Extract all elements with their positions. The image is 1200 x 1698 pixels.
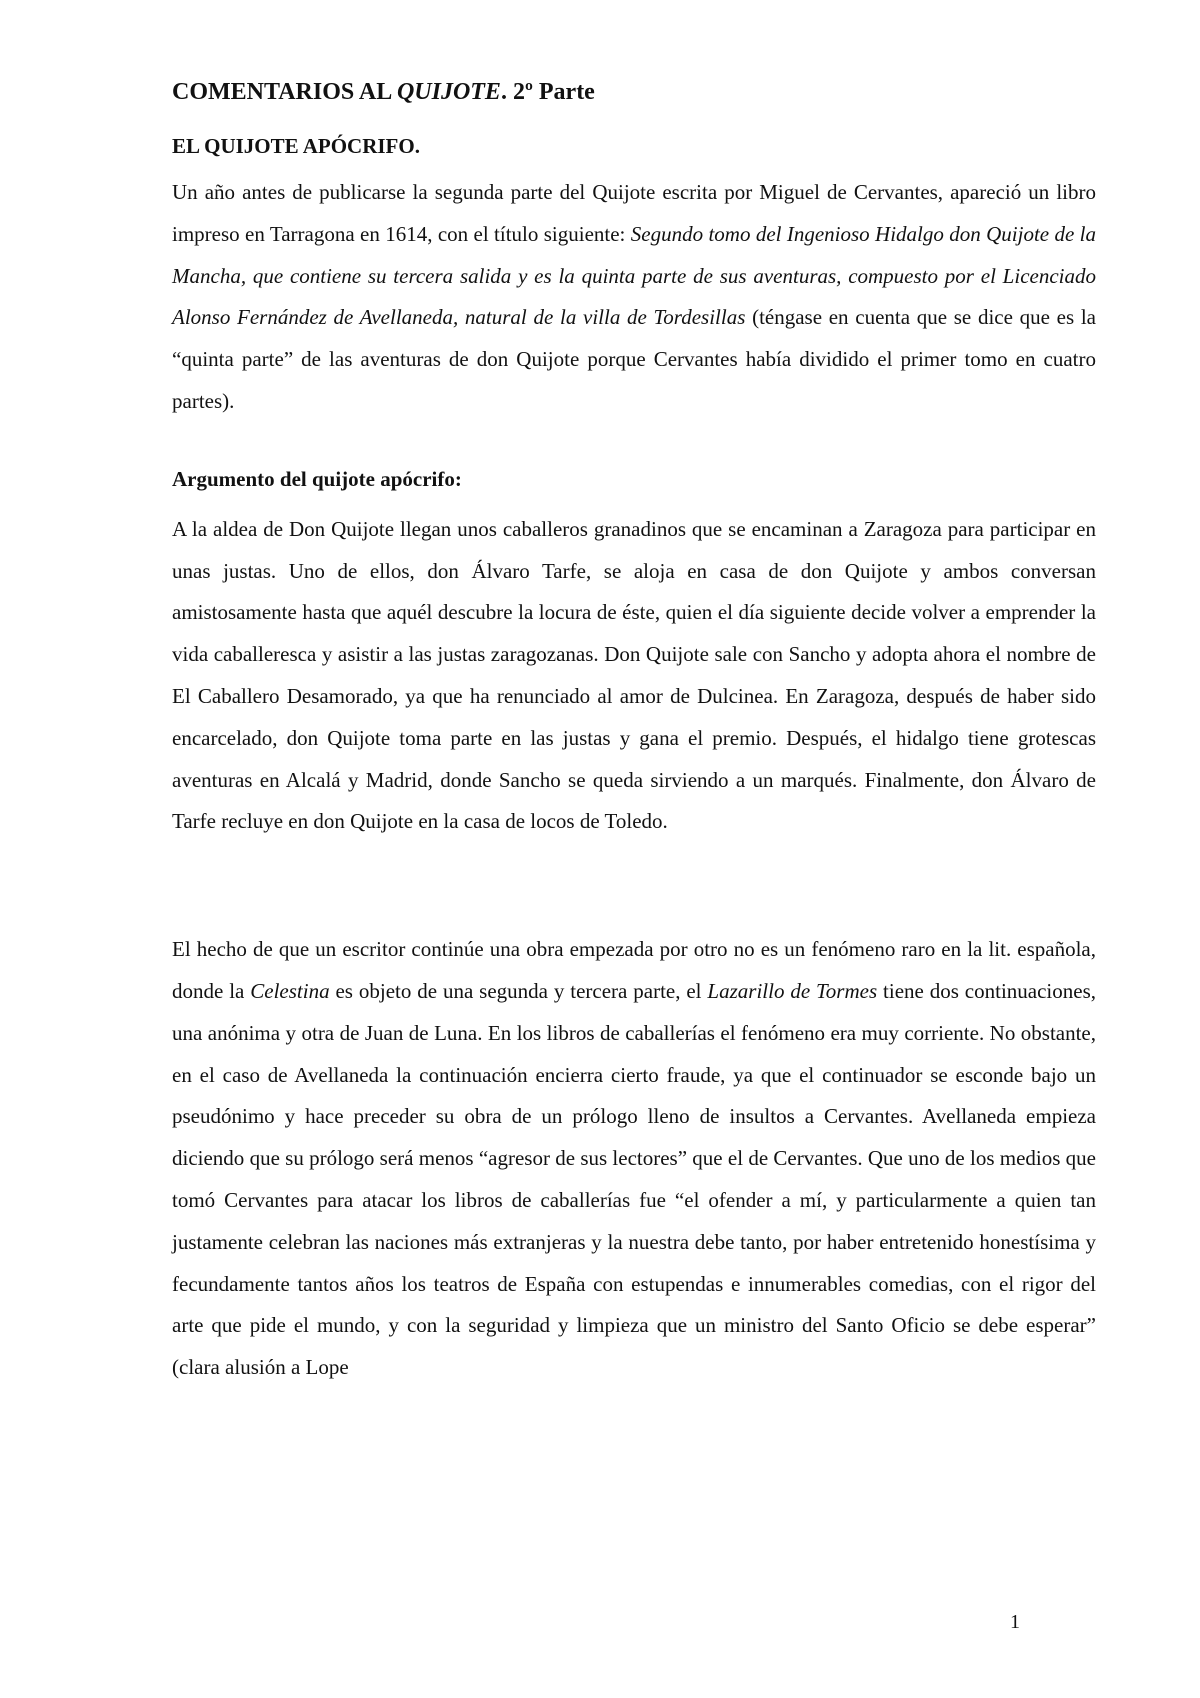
italic-celestina: Celestina <box>250 978 330 1003</box>
document-body <box>172 72 1096 1389</box>
title-prefix: COMENTARIOS AL <box>172 79 397 105</box>
paragraph-continuation <box>172 929 1096 1389</box>
paragraph-intro-book-title: Segundo tomo del Ingenioso Hidalgo don Quijote de la Mancha, que contiene su tercera salida y es la quinta parte de sus aventuras, compuesto por el Licenciado Alonso Fernández de Avellaneda, natural de la villa de Tordesillas <box>172 221 1096 330</box>
title-italic: QUIJOTE <box>396 79 501 105</box>
paragraph-intro-text-a: Un año antes de publicarse la segunda parte del Quijote escrita por Miguel de Cervantes, apareció un libro impreso en Tarragona en 1614, con el título siguiente: <box>172 180 1096 246</box>
paragraph-argumento: A la aldea de Don Quijote llegan unos caballeros granadinos que se encaminan a Zaragoza para participar en unas justas. Uno de ellos, don Álvaro Tarfe, se aloja en casa de don Quijote y ambos conversan amistosamente hasta que aquél descubre la locura de éste, quien el día siguiente decide volver a emprender la vida caballeresca y asistir a las justas zaragozanas. Don Quijote sale con Sancho y adopta ahora el nombre de El Caballero Desamorado, ya que ha renunciado al amor de Dulcinea. En Zaragoza, después de haber sido encarcelado, don Quijote toma parte en las justas y gana el premio. Después, el hidalgo tiene grotescas aventuras en Alcalá y Madrid, donde Sancho se queda sirviendo a un marqués. Finalmente, don Álvaro de Tarfe recluye en don Quijote en la casa de locos de Toledo. <box>172 516 1096 834</box>
paragraph-continuation-text-b: es objeto de una segunda y tercera parte, el <box>329 978 708 1003</box>
title-suffix: . 2º Parte <box>500 79 595 105</box>
italic-lazarillo: Lazarillo de Tormes <box>707 978 878 1003</box>
document-subtitle: EL QUIJOTE APÓCRIFO. <box>172 134 420 158</box>
paragraph-continuation-text-a: El hecho de que un escritor continúe una obra empezada por otro no es un fenómeno raro en la lit. española, donde la <box>172 937 1096 1003</box>
document-title <box>172 72 1096 112</box>
paragraph-intro-text-b: (téngase en cuenta que se dice que es la “quinta parte” de las aventuras de don Quijote porque Cervantes había dividido el primer tomo en cuatro partes). <box>172 305 1096 413</box>
page-number: 1 <box>1010 1611 1020 1633</box>
paragraph-continuation-text-c: tiene dos continuaciones, una anónima y otra de Juan de Luna. En los libros de caballerías el fenómeno era muy corriente. No obstante, en el caso de Avellaneda la continuación encierra cierto fraude, ya que el continuador se esconde bajo un pseudónimo y hace preceder su obra de un prólogo lleno de insultos a Cervantes. Avellaneda empieza diciendo que su prólogo será menos “agresor de sus lectores” que el de Cervantes. Que uno de los medios que tomó Cervantes para atacar los libros de caballerías fue “el ofender a mí, y particularmente a quien tan justamente celebran las naciones más extranjeras y la nuestra debe tanto, por haber entretenido honestísima y fecundamente tantos años los teatros de España con estupendas e innumerables comedias, con el rigor del arte que pide el mundo, y con la seguridad y limpieza que un ministro del Santo Oficio se debe esperar” (clara alusión a Lope <box>172 978 1097 1380</box>
paragraph-intro <box>172 172 1096 423</box>
section-heading-argumento: Argumento del quijote apócrifo: <box>172 466 462 491</box>
